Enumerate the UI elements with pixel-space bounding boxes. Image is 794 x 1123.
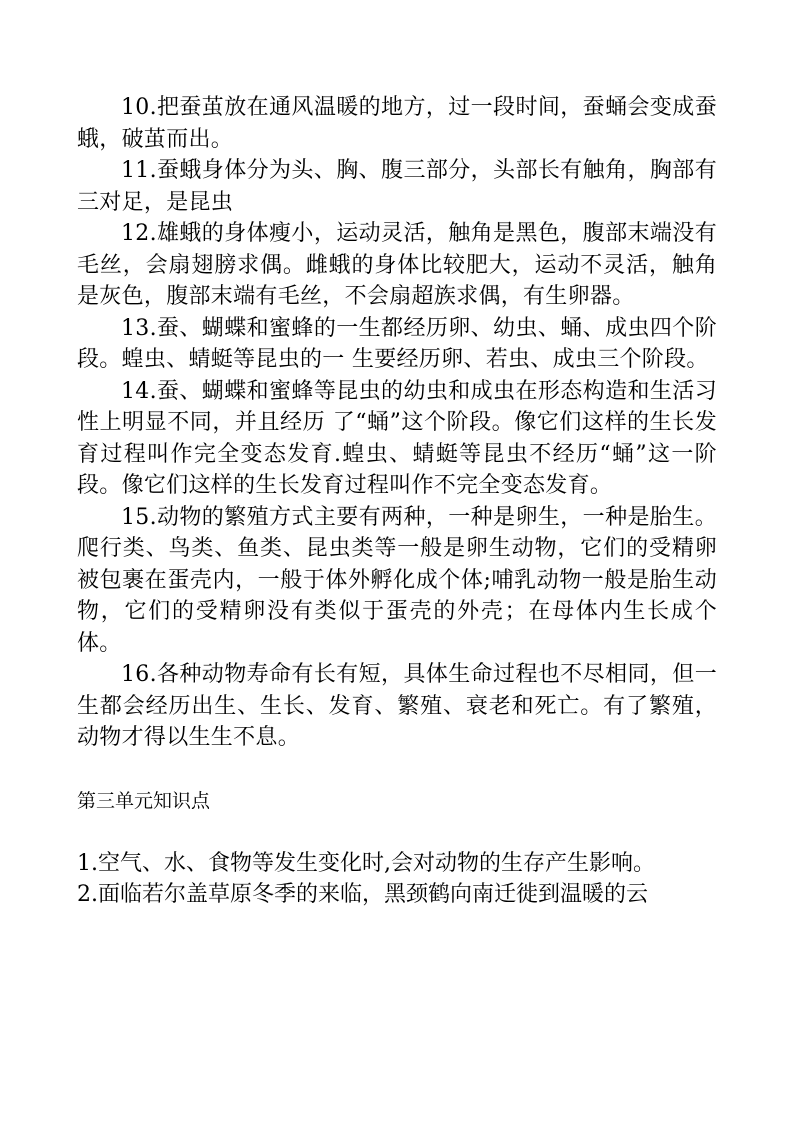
paragraph-11: 11.蚕蛾身体分为头、胸、腹三部分，头部长有触角，胸部有三对足，是昆虫 bbox=[77, 158, 717, 215]
paragraph-10: 10.把蚕茧放在通风温暖的地方，过一段时间，蚕蛹会变成蚕蛾，破茧而出。 bbox=[77, 95, 717, 152]
paragraph-14: 14.蚕、蝴蝶和蜜蜂等昆虫的幼虫和成虫在形态构造和生活习性上明显不同，并且经历 了“蛹”这个阶段。像它们这样的生长发育过程叫作完全变态发育.蝗虫、蜻蜓等昆虫不经历“蛹”这一阶段。像它们这样的生长发育过程叫作不完全变态发育。 bbox=[77, 378, 717, 498]
paragraph-15: 15.动物的繁殖方式主要有两种，一种是卵生，一种是胎生。爬行类、鸟类、鱼类、昆虫类等一般是卵生动物，它们的受精卵被包裹在蛋壳内，一般于体外孵化成个体;哺乳动物一般是胎生动物，它们的受精卵没有类似于蛋壳的外壳；在母体内生长成个体。 bbox=[77, 504, 717, 656]
paragraph-16: 16.各种动物寿命有长有短，具体生命过程也不尽相同，但一生都会经历出生、生长、发育、繁殖、衰老和死亡。有了繁殖，动物才得以生生不息。 bbox=[77, 662, 717, 750]
paragraph-13: 13.蚕、蝴蝶和蜜蜂的一生都经历卵、幼虫、蛹、成虫四个阶段。蝗虫、蜻蜓等昆虫的一 生要经历卵、若虫、成虫三个阶段。 bbox=[77, 315, 717, 372]
document-body bbox=[77, 92, 717, 911]
list-item-1: 1.空气、水、食物等发生变化时,会对动物的生存产生影响。 bbox=[77, 850, 655, 876]
list-item-2: 2.面临若尔盖草原冬季的来临，黑颈鹤向南迁徙到温暖的云 bbox=[77, 882, 648, 907]
section-heading: 第三单元知识点 bbox=[77, 789, 211, 812]
paragraph-12: 12.雄蛾的身体瘦小，运动灵活，触角是黑色，腹部末端没有毛丝，会扇翅膀求偶。雌蛾的身体比较肥大，运动不灵活，触角是灰色，腹部末端有毛丝，不会扇超族求偶，有生卵器。 bbox=[77, 221, 717, 309]
